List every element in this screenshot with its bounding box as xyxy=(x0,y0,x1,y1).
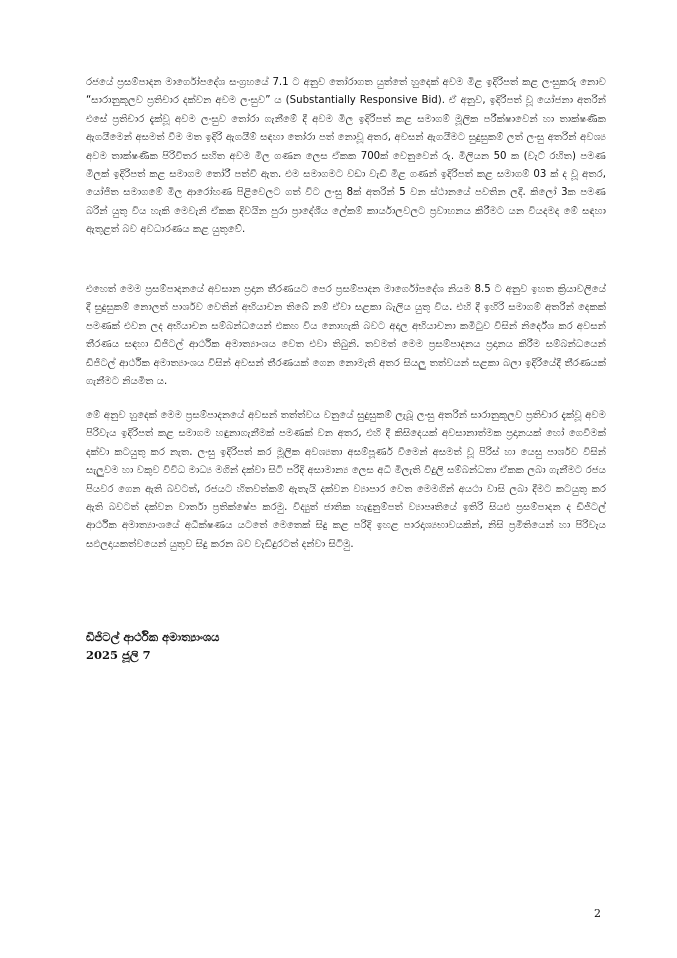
body-paragraph-2: එහෙත් මෙම ප්‍රසම්පාදනයේ අවසාන ප්‍රදාන තීරණයට පෙර ප්‍රසම්පාදන මාර්ගෝපදේශ නියම 8.5 ට අනුව ඉහත ක්‍රියාවලියේ දී සුදුසුකම් නොලත් පාර්ශව වෙතින් අභියාචන තිබේ නම් ඒවා සළකා බැලිය යුතු විය. එහි දී ඉහිරි සමාගම් අතරින් දෙකක් පමණක් එවන ලද අභියාචන සම්බන්ධයෙන් එකහ විය නොහැකි බවට අදාල අභියාචනා කමිටුව විසින් නිර්දේශ කර අවසන් තීරණය සඳහා ඩිජිටල් ආර්ථික අමාත්‍යාංශය වෙත එවා තිබුනි. තවමත් මෙම ප්‍රසම්පාදනය ප්‍රදානය කිරීම සම්බන්ධයෙන් ඩිජිටල් ආර්ථික අමාත්‍යාංශය විසින් අවසන් තීරණයක් ගෙන නොමැති අතර සියලු තත්වයන් සළකා බලා ඉදිරියේදී තීරණයක් ගැනීමට නියමිත ය. xyxy=(86,284,606,388)
body-paragraph-1: රජයේ ප්‍රසම්පාදන මාර්ගෝපදේශ සංග්‍රහයේ 7.1 ට අනුව තෝරාගත යුත්තේ හුදෙක් අවම මිළ ඉදිරිපත් කළ ලංසුකරු නොව “සාරානුකූලව ප්‍රතිචාර දක්වන අවම ලංසුව” ය (Substantially Responsive Bid). ඒ අනුව, ඉදිරිපත් වූ යෝජනා අතරින් එසේ ප්‍රතිචාර දැක්වූ අවම ලංසුව තෝරා ගැනීමේ දී අවම මිල ඉදිරිපත් කළ සමාගම් මූලික පරීක්ෂාවෙන් හා තාක්ෂණික ඇගයීමෙන් අසමත් වීම මත ඉදිරි ඇගයීම් සඳහා තෝරා පත් නොවූ අතර, අවසන් ඇගයීමට සුදුසුකම් ලත් ලංසු අතරින් අවශ්‍ය අවම තාක්ෂණික පිරිවිතර සහිත අවම මිල ගණන ලෙස ඒකක 700ක් වෙනුවෙන් රු. මිලියන 50 ක (වැට් රහිත) පමණ මිලක් ඉදිරිපත් කළ සමාගම තෝරී පත්වී ඇත. එම සමාගමට වඩා වැඩි මිළ ගණන් ඉදිරිපත් කළ සමාගම් 03 ක් ද වූ අතර, යෝජිත සමාගමේ මිල ආරෝහණ පිළිවෙලට ගත් විට ලංසු 8ක් අතරින් 5 වන ස්ථානයේ පවතින ලදී. කිලෝ 3ක පමණ බරින් යුතු විය හැකි මෙවැනි ඒකක දිවයින පුරා ප්‍රාදේශීය ලේකම් කාර්යාලවලට ප්‍රවාහනය කිරීමට යන වියදමද මේ සඳහා ඇතුළත් බව අවධාරණය කළ යුතුවේ. xyxy=(86,77,606,236)
page-number: 2 xyxy=(594,907,601,920)
signature-department: ඩිජිටල් ආර්ථික අමාත්‍යාංශය xyxy=(86,630,220,644)
signature-date: 2025 ජූලි 7 xyxy=(86,648,151,662)
body-paragraph-3: මේ අනුව හුදෙක් මෙම ප්‍රසම්පාදනයේ අවසන් තත්ත්වය වනුයේ සුදුසුකම් ලැබූ ලංසු අතරින් සාරානුකූලව ප්‍රතිචාර දැක්වූ අවම පිරිවැය ඉදිරිපත් කළ සමාගම හඳුනාගැනීමක් පමණක් වන අතර, එහි දී කිසිදෙයක් අවසානාත්මක ප්‍රදානයක් හෝ ගෙවීමක් දක්වා කටයුතු කර නැත. ලංසු ඉදිරිපත් කර මූලික අවශ්‍යතා අසම්පූර්ණ වීමෙන් අසමත් වූ පිරිස් හා යෙසු පාර්ශව විසින් සැලුවම හා වකුව විවිධ මාධ්‍ය මගින් දක්වා සිටි පරිදි අසාමාන්‍ය ලෙස අධි මිලැති විදුලි සම්බන්ධතා ඒකක ලබා ගැනීමට රජය පියවර ගෙන ඇති බවටත්, රජයට හිතවත්කම් ඇතැයි දක්වන ව්‍යාපාර වෙත මෙමගින් අයථා වාසි ලබා දීමට කටයුතු කර ඇති බවටත් දක්වන වාර්තා ප්‍රතික්ෂේප කරමු. විද්‍යුත් ජාතික හැඳුනුම්පත් ව්‍යාපෘතියේ ඉතිරි සියළු ප්‍රසම්පාදන ද ඩිජිටල් ආර්ථික අමාත්‍යාංශයේ අධීක්ෂණය යටතේ මෙතෙක් සිදු කළ පරිදි ඉහළ පාරදෘශ්‍යභාවයකින්, නිසි ප්‍රමිතියෙන් හා පිරිවැය සඵලදායකත්වයෙන් යුතුව සිදු කරන බව වැඩිදුරටත් දන්වා සිටිමු. xyxy=(86,410,606,550)
